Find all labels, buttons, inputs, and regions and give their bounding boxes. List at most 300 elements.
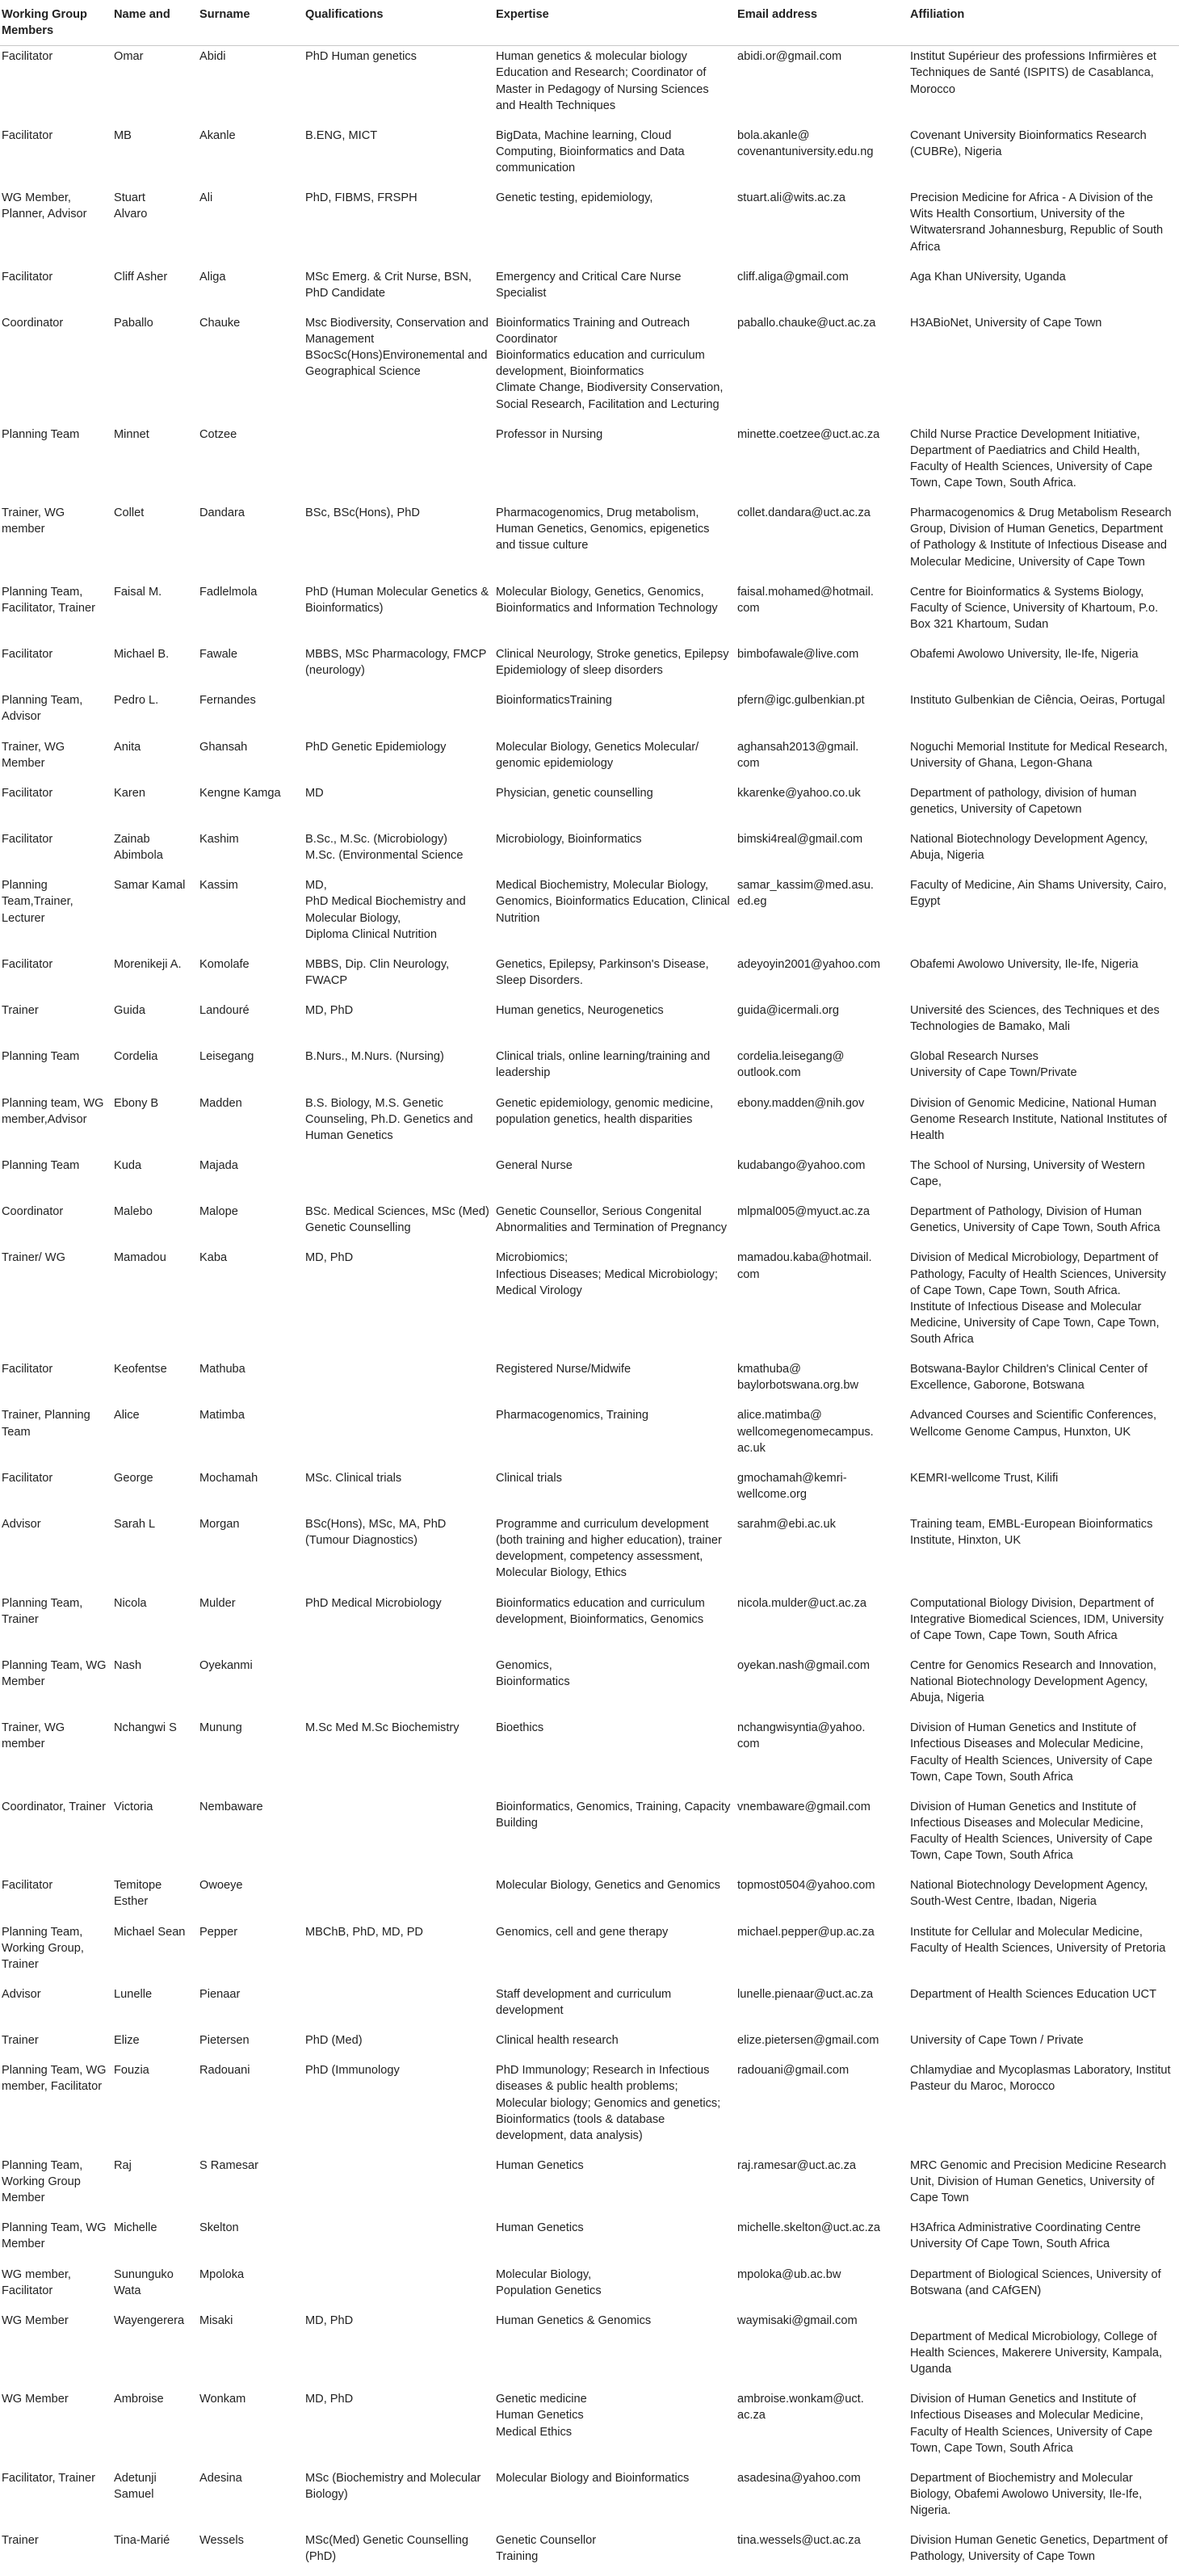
member-email-cell[interactable]: waymisaki@gmail.com xyxy=(737,2313,858,2327)
member-qualifications-cell xyxy=(304,424,494,503)
member-qualifications-cell xyxy=(304,2217,494,2263)
member-qualifications-cell: PhD Medical Microbiology xyxy=(305,1596,442,1610)
table-row xyxy=(0,1247,1179,1359)
member-name-cell: Cordelia xyxy=(114,1050,158,1064)
member-email-cell[interactable]: bimski4real@gmail.com xyxy=(737,833,863,846)
member-affiliation-cell: H3Africa Administrative Coordinating Centre University Of Cape Town, South Africa xyxy=(910,2221,1141,2251)
member-qualifications-cell xyxy=(304,690,494,736)
header-affiliation: Affiliation xyxy=(908,0,1179,46)
member-email-cell[interactable]: mlpmal005@myuct.ac.za xyxy=(737,1205,871,1219)
member-affiliation-cell: Aga Khan UNiversity, Uganda xyxy=(910,270,1066,284)
member-role-cell: Planning Team, Facilitator, Trainer xyxy=(2,585,95,615)
member-role-cell: Planning Team, Working Group, Trainer xyxy=(2,1925,84,1971)
member-name-cell: Faisal M. xyxy=(114,585,162,599)
member-surname-cell: Mathuba xyxy=(199,1363,245,1376)
table-row xyxy=(0,1093,1179,1155)
member-role-cell: Planning Team, Advisor xyxy=(2,694,83,724)
member-expertise-cell: Genetic medicine Human Genetics Medical Ethics xyxy=(496,2393,587,2439)
member-email-cell[interactable]: kudabango@yahoo.com xyxy=(737,1158,866,1172)
member-affiliation-cell: Obafemi Awolowo University, Ile-Ife, Nigeria xyxy=(910,648,1139,661)
member-expertise-cell: Genetic epidemiology, genomic medicine, population genetics, health disparities xyxy=(496,1096,714,1126)
member-expertise-cell: Molecular Biology, Genetics, Genomics, Bioinformatics and Information Technology xyxy=(496,585,718,615)
member-role-cell: Planning Team xyxy=(2,427,80,441)
member-qualifications-cell: BSc, BSc(Hons), PhD xyxy=(305,506,420,520)
member-name-cell: Temitope Esther xyxy=(114,1879,162,1909)
member-qualifications-cell: MSc(Med) Genetic Counselling (PhD) xyxy=(305,2534,468,2564)
header-row xyxy=(0,0,1179,46)
member-affiliation-cell: Pharmacogenomics & Drug Metabolism Research Group, Division of Human Genetics, Department of Pathology & Institute of Infectious Disease and Molecular Medicine, University of Cape Town xyxy=(910,506,1172,569)
table-row xyxy=(0,2060,1179,2155)
member-qualifications-cell xyxy=(304,2264,494,2310)
member-role-cell: Trainer, WG Member xyxy=(2,740,65,770)
table-row xyxy=(0,1201,1179,1247)
member-affiliation-cell: Centre for Bioinformatics & Systems Biology, Faculty of Science, University of Khartoum, P.o. Box 321 Khartoum, Sudan xyxy=(910,585,1159,631)
member-email-cell[interactable]: cordelia.leisegang@ outlook.com xyxy=(737,1050,845,1080)
member-name-cell: Morenikeji A. xyxy=(114,957,182,971)
member-surname-cell: Pietersen xyxy=(199,2034,250,2048)
member-role-cell: Planning Team xyxy=(2,1158,80,1172)
member-affiliation-cell: Division of Human Genetics and Institute of Infectious Diseases and Molecular Medicine, Faculty of Health Sciences, University of Cape Town, Cape Town, South Africa xyxy=(910,1721,1153,1784)
member-affiliation-cell: KEMRI-wellcome Trust, Kilifi xyxy=(910,1471,1059,1485)
member-role-cell: Facilitator, Trainer xyxy=(2,2471,95,2485)
member-surname-cell: Fadlelmola xyxy=(199,585,258,599)
member-expertise-cell: Pharmacogenomics, Drug metabolism, Human Genetics, Genomics, epigenetics and tissue culture xyxy=(496,506,710,553)
member-email-cell[interactable]: faisal.mohamed@hotmail. com xyxy=(737,585,874,615)
member-affiliation-cell: Computational Biology Division, Department of Integrative Biomedical Sciences, IDM, University of Cape Town, Cape Town, South Africa xyxy=(910,1596,1164,1642)
member-expertise-cell: Pharmacogenomics, Training xyxy=(496,1409,648,1422)
member-affiliation-cell: National Biotechnology Development Agency, Abuja, Nigeria xyxy=(910,833,1148,863)
member-expertise-cell: Physician, genetic counselling xyxy=(496,786,653,800)
table-row xyxy=(0,2155,1179,2217)
member-role-cell: WG Member xyxy=(2,2313,69,2327)
member-name-cell: Ebony B xyxy=(114,1096,159,1110)
member-email-cell[interactable]: cliff.aliga@gmail.com xyxy=(737,270,849,284)
member-surname-cell: Fawale xyxy=(199,648,238,661)
member-qualifications-cell xyxy=(304,1655,494,1717)
table-row xyxy=(0,125,1179,187)
member-name-cell: Michael Sean xyxy=(114,1925,186,1939)
member-email-cell[interactable]: bola.akanle@ covenantuniversity.edu.ng xyxy=(737,128,874,158)
member-name-cell: MB xyxy=(114,128,132,142)
member-email-cell[interactable]: nchangwisyntia@yahoo. com xyxy=(737,1721,866,1751)
table-body xyxy=(0,46,1179,2576)
member-qualifications-cell: PhD (Med) xyxy=(305,2034,363,2048)
member-qualifications-cell: MBBS, Dip. Clin Neurology, FWACP xyxy=(305,957,450,987)
table-header xyxy=(0,0,1179,46)
member-qualifications-cell xyxy=(304,1875,494,1921)
member-email-cell[interactable]: elize.pietersen@gmail.com xyxy=(737,2034,879,2048)
member-surname-cell: Skelton xyxy=(199,2221,239,2235)
member-surname-cell: Dandara xyxy=(199,506,245,520)
table-row xyxy=(0,1922,1179,1984)
table-row xyxy=(0,1405,1179,1467)
member-expertise-cell: General Nurse xyxy=(496,1158,573,1172)
member-expertise-cell: Genomics, cell and gene therapy xyxy=(496,1925,669,1939)
member-qualifications-cell: MBChB, PhD, MD, PD xyxy=(305,1925,423,1939)
member-role-cell: Facilitator xyxy=(2,1471,53,1485)
member-affiliation-cell: Noguchi Memorial Institute for Medical Research, University of Ghana, Legon-Ghana xyxy=(910,740,1168,770)
member-qualifications-cell: B.Sc., M.Sc. (Microbiology) M.Sc. (Environmental Science xyxy=(305,833,464,863)
member-role-cell: Trainer xyxy=(2,2034,39,2048)
table-row xyxy=(0,2217,1179,2263)
member-expertise-cell: Clinical health research xyxy=(496,2034,619,2048)
member-email-cell[interactable]: samar_kassim@med.asu. ed.eg xyxy=(737,879,874,909)
member-surname-cell: Morgan xyxy=(199,1518,240,1531)
member-qualifications-cell: PhD (Immunology xyxy=(305,2064,400,2078)
member-surname-cell: Komolafe xyxy=(199,957,250,971)
member-surname-cell: Cotzee xyxy=(199,427,237,441)
member-role-cell: Facilitator xyxy=(2,1363,53,1376)
member-surname-cell: S Ramesar xyxy=(199,2158,258,2172)
member-role-cell: Facilitator xyxy=(2,786,53,800)
member-role-cell: Advisor xyxy=(2,1518,41,1531)
table-row xyxy=(0,1717,1179,1796)
member-surname-cell: Misaki xyxy=(199,2313,233,2327)
member-qualifications-cell: MD, PhD xyxy=(305,1004,354,1017)
table-row xyxy=(0,2530,1179,2576)
member-name-cell: Mamadou xyxy=(114,1251,166,1265)
member-expertise-cell: Human genetics, Neurogenetics xyxy=(496,1004,664,1017)
member-qualifications-cell xyxy=(304,1796,494,1876)
table-row xyxy=(0,737,1179,783)
table-row xyxy=(0,829,1179,875)
member-name-cell: Fouzia xyxy=(114,2064,149,2078)
member-role-cell: Facilitator xyxy=(2,1879,53,1893)
member-affiliation-cell: Division of Medical Microbiology, Department of Pathology, Faculty of Health Sciences, University of Cape Town, Cape Town, South Africa. Institute of Infectious Disease and Molecular Medicine, University of Cape Town, Cape Town, South Africa xyxy=(910,1251,1166,1346)
member-affiliation-cell: Division of Human Genetics and Institute of Infectious Diseases and Molecular Medicine, Faculty of Health Sciences, University of Cape Town, Cape Town, South Africa xyxy=(910,1800,1153,1863)
member-expertise-cell: Genomics, Bioinformatics xyxy=(496,1658,570,1688)
member-role-cell: Planning Team, WG Member xyxy=(2,2221,107,2251)
member-expertise-cell: Professor in Nursing xyxy=(496,427,603,441)
member-qualifications-cell xyxy=(304,1359,494,1405)
member-qualifications-cell: B.S. Biology, M.S. Genetic Counseling, Ph.D. Genetics and Human Genetics xyxy=(305,1096,473,1142)
member-email-cell[interactable]: gmochamah@kemri- wellcome.org xyxy=(737,1471,847,1501)
table-row xyxy=(0,1468,1179,1514)
member-name-cell: Elize xyxy=(114,2034,140,2048)
member-expertise-cell: Bioinformatics, Genomics, Training, Capacity Building xyxy=(496,1800,731,1830)
member-qualifications-cell: BSc(Hons), MSc, MA, PhD (Tumour Diagnostics) xyxy=(305,1518,447,1548)
header-working-group-members: Working Group Members xyxy=(0,0,112,46)
member-affiliation-cell: Obafemi Awolowo University, Ile-Ife, Nigeria xyxy=(910,957,1139,971)
member-name-cell: Anita xyxy=(114,740,141,754)
member-qualifications-cell: MD, PhD xyxy=(305,2313,354,2327)
table-row xyxy=(0,1046,1179,1092)
member-email-cell[interactable]: radouani@gmail.com xyxy=(737,2064,850,2078)
member-surname-cell: Nembaware xyxy=(199,1800,263,1813)
header-name: Name and xyxy=(112,0,198,46)
member-qualifications-cell: MD, PhD xyxy=(305,2393,354,2406)
table-row xyxy=(0,1796,1179,1876)
member-name-cell: Nchangwi S xyxy=(114,1721,177,1735)
member-email-cell[interactable]: adeyoyin2001@yahoo.com xyxy=(737,957,881,971)
member-expertise-cell: Clinical Neurology, Stroke genetics, Epilepsy Epidemiology of sleep disorders xyxy=(496,648,729,678)
member-name-cell: Ambroise xyxy=(114,2393,164,2406)
member-affiliation-cell: Department of Biological Sciences, University of Botswana (and CAfGEN) xyxy=(910,2267,1161,2297)
member-affiliation-cell: University of Cape Town / Private xyxy=(910,2034,1084,2048)
member-name-cell: George xyxy=(114,1471,153,1485)
member-surname-cell: Malope xyxy=(199,1205,238,1219)
member-email-cell[interactable]: aghansah2013@gmail. com xyxy=(737,740,859,770)
member-affiliation-cell: Division of Genomic Medicine, National Human Genome Research Institute, National Institutes of Health xyxy=(910,1096,1167,1142)
member-name-cell: Paballo xyxy=(114,316,153,330)
member-qualifications-cell: B.ENG, MICT xyxy=(305,128,378,142)
member-qualifications-cell: MSc. Clinical trials xyxy=(305,1471,402,1485)
member-email-cell[interactable]: kkarenke@yahoo.co.uk xyxy=(737,786,861,800)
member-affiliation-cell: National Biotechnology Development Agency, South-West Centre, Ibadan, Nigeria xyxy=(910,1879,1148,1909)
member-surname-cell: Owoeye xyxy=(199,1879,243,1893)
member-surname-cell: Ali xyxy=(199,191,213,205)
member-affiliation-cell: Precision Medicine for Africa - A Division of the Wits Health Consortium, University of the Witwatersrand Johannesburg, Republic of South Africa xyxy=(910,191,1164,254)
member-affiliation-cell: Global Research Nurses University of Cape Town/Private xyxy=(910,1050,1077,1080)
member-role-cell: Trainer xyxy=(2,1004,39,1017)
member-affiliation-cell: Division Human Genetic Genetics, Department of Pathology, University of Cape Town xyxy=(910,2534,1168,2564)
member-name-cell: Victoria xyxy=(114,1800,153,1813)
table-row xyxy=(0,954,1179,1000)
member-role-cell: Planning team, WG member,Advisor xyxy=(2,1096,104,1126)
member-name-cell: Alice xyxy=(114,1409,140,1422)
member-surname-cell: Landouré xyxy=(199,1004,250,1017)
member-role-cell: Advisor xyxy=(2,1987,41,2001)
member-role-cell: Facilitator xyxy=(2,957,53,971)
member-role-cell: WG Member, Planner, Advisor xyxy=(2,191,87,221)
member-name-cell: Tina-Marié xyxy=(114,2534,170,2548)
header-email-address: Email address xyxy=(736,0,908,46)
member-affiliation-cell: Department of Biochemistry and Molecular Biology, Obafemi Awolowo University, Ile-Ife, Nigeria. xyxy=(910,2471,1143,2517)
member-affiliation-cell: Institute for Cellular and Molecular Medicine, Faculty of Health Sciences, University of Pretoria xyxy=(910,1925,1166,1955)
member-qualifications-cell: MSc (Biochemistry and Molecular Biology) xyxy=(305,2471,481,2501)
member-email-cell[interactable]: michael.pepper@up.ac.za xyxy=(737,1925,875,1939)
table-row xyxy=(0,2310,1179,2389)
member-surname-cell: Kengne Kamga xyxy=(199,786,281,800)
member-role-cell: Trainer, WG member xyxy=(2,506,65,536)
member-email-cell[interactable]: alice.matimba@ wellcomegenomecampus. ac.uk xyxy=(737,1409,874,1455)
member-email-cell[interactable]: mamadou.kaba@hotmail. com xyxy=(737,1251,872,1281)
member-qualifications-cell: B.Nurs., M.Nurs. (Nursing) xyxy=(305,1050,444,1064)
member-qualifications-cell xyxy=(304,2155,494,2217)
member-expertise-cell: PhD Immunology; Research in Infectious diseases & public health problems; Molecular biology; Genomics and genetics; Bioinformatics (tools & database development, data analysis) xyxy=(496,2064,721,2142)
member-expertise-cell: Microbiomics; Infectious Diseases; Medical Microbiology; Medical Virology xyxy=(496,1251,718,1297)
member-name-cell: Sununguko Wata xyxy=(114,2267,174,2297)
member-affiliation-cell: Department of Pathology, Division of Human Genetics, University of Cape Town, South Africa xyxy=(910,1205,1160,1235)
table-row xyxy=(0,2030,1179,2060)
member-email-cell[interactable]: ambroise.wonkam@uct. ac.za xyxy=(737,2393,864,2423)
member-email-cell[interactable]: paballo.chauke@uct.ac.za xyxy=(737,316,876,330)
member-qualifications-cell: MSc Emerg. & Crit Nurse, BSN, PhD Candidate xyxy=(305,270,472,300)
member-role-cell: Trainer xyxy=(2,2534,39,2548)
member-affiliation-cell: Department of Medical Microbiology, College of Health Sciences, Makerere University, Kampala, Uganda xyxy=(910,2330,1162,2376)
member-surname-cell: Kashim xyxy=(199,833,239,846)
member-name-cell: Pedro L. xyxy=(114,694,159,708)
member-qualifications-cell: MD, PhD xyxy=(305,1251,354,1265)
table-row xyxy=(0,1155,1179,1201)
member-name-cell: Raj xyxy=(114,2158,132,2172)
member-expertise-cell: Microbiology, Bioinformatics xyxy=(496,833,642,846)
member-role-cell: Trainer, Planning Team xyxy=(2,1409,90,1439)
member-name-cell: Nash xyxy=(114,1658,142,1672)
member-email-cell[interactable]: michelle.skelton@uct.ac.za xyxy=(737,2221,881,2235)
member-affiliation-cell: Centre for Genomics Research and Innovation, National Biotechnology Development Agency, Abuja, Nigeria xyxy=(910,1658,1157,1705)
member-surname-cell: Akanle xyxy=(199,128,236,142)
member-expertise-cell: Emergency and Critical Care Nurse Specialist xyxy=(496,270,682,300)
member-surname-cell: Mulder xyxy=(199,1596,236,1610)
member-email-cell[interactable]: asadesina@yahoo.com xyxy=(737,2471,861,2485)
table-row xyxy=(0,502,1179,582)
member-email-cell[interactable]: sarahm@ebi.ac.uk xyxy=(737,1518,836,1531)
member-email-cell[interactable]: raj.ramesar@uct.ac.za xyxy=(737,2158,857,2172)
member-affiliation-cell: Child Nurse Practice Development Initiative, Department of Paediatrics and Child Health, Faculty of Health Sciences, University of Cape Town, Cape Town, South Africa. xyxy=(910,427,1153,490)
table-row xyxy=(0,187,1179,267)
member-role-cell: Facilitator xyxy=(2,128,53,142)
member-expertise-cell: Genetic testing, epidemiology, xyxy=(496,191,653,205)
member-expertise-cell: Bioinformatics Training and Outreach Coordinator Bioinformatics education and curriculum development, Bioinformatics Climate Change, Biodiversity Conservation, Social Research, Facilitation and Lecturing xyxy=(496,316,724,411)
member-surname-cell: Kaba xyxy=(199,1251,228,1265)
member-qualifications-cell: MBBS, MSc Pharmacology, FMCP (neurology) xyxy=(305,648,487,678)
table-row xyxy=(0,424,1179,503)
member-role-cell: Facilitator xyxy=(2,648,53,661)
member-affiliation-cell: MRC Genomic and Precision Medicine Research Unit, Division of Human Genetics, University of Cape Town xyxy=(910,2158,1167,2205)
member-email-cell[interactable]: guida@icermali.org xyxy=(737,1004,839,1017)
header-expertise: Expertise xyxy=(494,0,736,46)
member-role-cell: Trainer/ WG xyxy=(2,1251,65,1265)
member-email-cell[interactable]: mpoloka@ub.ac.bw xyxy=(737,2267,841,2281)
member-email-cell[interactable]: nicola.mulder@uct.ac.za xyxy=(737,1596,867,1610)
member-name-cell: Kuda xyxy=(114,1158,142,1172)
member-email-cell[interactable]: kmathuba@ baylorbotswana.org.bw xyxy=(737,1363,859,1393)
member-expertise-cell: Bioinformatics education and curriculum development, Bioinformatics, Genomics xyxy=(496,1596,705,1626)
member-surname-cell: Chauke xyxy=(199,316,241,330)
member-qualifications-cell xyxy=(304,1155,494,1201)
member-expertise-cell: Molecular Biology and Bioinformatics xyxy=(496,2471,690,2485)
member-email-cell[interactable]: bimbofawale@live.com xyxy=(737,648,859,661)
member-expertise-cell: BigData, Machine learning, Cloud Computing, Bioinformatics and Data communication xyxy=(496,128,685,174)
member-qualifications-cell xyxy=(304,1405,494,1467)
member-qualifications-cell: M.Sc Med M.Sc Biochemistry xyxy=(305,1721,459,1735)
member-expertise-cell: Molecular Biology, Population Genetics xyxy=(496,2267,602,2297)
member-email-cell[interactable]: tina.wessels@uct.ac.za xyxy=(737,2534,861,2548)
member-email-cell[interactable]: vnembaware@gmail.com xyxy=(737,1800,871,1813)
table-row xyxy=(0,875,1179,954)
member-role-cell: Facilitator xyxy=(2,833,53,846)
table-row xyxy=(0,313,1179,424)
member-surname-cell: Aliga xyxy=(199,270,226,284)
member-qualifications-cell: PhD Genetic Epidemiology xyxy=(305,740,447,754)
member-affiliation-cell: Covenant University Bioinformatics Research (CUBRe), Nigeria xyxy=(910,128,1147,158)
member-email-cell[interactable]: stuart.ali@wits.ac.za xyxy=(737,191,846,205)
member-qualifications-cell: Msc Biodiversity, Conservation and Management BSocSc(Hons)Environemental and Geographical Science xyxy=(305,316,489,379)
member-surname-cell: Matimba xyxy=(199,1409,245,1422)
member-expertise-cell: Genetic Counsellor, Serious Congenital Abnormalities and Termination of Pregnancy xyxy=(496,1205,728,1235)
member-expertise-cell: Registered Nurse/Midwife xyxy=(496,1363,631,1376)
member-expertise-cell: Molecular Biology, Genetics and Genomics xyxy=(496,1879,720,1893)
member-qualifications-cell: MD, PhD Medical Biochemistry and Molecular Biology, Diploma Clinical Nutrition xyxy=(305,879,466,941)
member-qualifications-cell: PhD (Human Molecular Genetics & Bioinformatics) xyxy=(305,585,489,615)
member-surname-cell: Ghansah xyxy=(199,740,248,754)
table-row xyxy=(0,690,1179,736)
member-role-cell: Planning Team xyxy=(2,1050,80,1064)
table-row xyxy=(0,2468,1179,2530)
member-name-cell: Lunelle xyxy=(114,1987,153,2001)
member-name-cell: Stuart Alvaro xyxy=(114,191,148,221)
member-expertise-cell: Clinical trials, online learning/training and leadership xyxy=(496,1050,711,1080)
member-qualifications-cell xyxy=(304,1984,494,2030)
table-row xyxy=(0,1000,1179,1046)
member-role-cell: Planning Team, Working Group Member xyxy=(2,2158,83,2205)
member-role-cell: Planning Team, Trainer xyxy=(2,1596,83,1626)
member-surname-cell: Leisegang xyxy=(199,1050,254,1064)
member-role-cell: Facilitator xyxy=(2,270,53,284)
member-affiliation-cell: Université des Sciences, des Techniques et des Technologies de Bamako, Mali xyxy=(910,1004,1160,1034)
table-row xyxy=(0,1875,1179,1921)
member-affiliation-cell: H3ABioNet, University of Cape Town xyxy=(910,316,1102,330)
member-email-cell[interactable]: ebony.madden@nih.gov xyxy=(737,1096,865,1110)
member-name-cell: Minnet xyxy=(114,427,149,441)
member-surname-cell: Pepper xyxy=(199,1925,238,1939)
member-qualifications-cell: PhD Human genetics xyxy=(305,50,417,64)
member-surname-cell: Oyekanmi xyxy=(199,1658,253,1672)
member-surname-cell: Madden xyxy=(199,1096,242,1110)
member-affiliation-cell: Institut Supérieur des professions Infirmières et Techniques de Santé (ISPITS) de Casablanca, Morocco xyxy=(910,50,1156,96)
member-qualifications-cell: PhD, FIBMS, FRSPH xyxy=(305,191,417,205)
member-surname-cell: Abidi xyxy=(199,50,226,64)
member-role-cell: Coordinator, Trainer xyxy=(2,1800,106,1813)
member-name-cell: Zainab Abimbola xyxy=(114,833,163,863)
header-surname: Surname xyxy=(198,0,304,46)
member-affiliation-cell: Division of Human Genetics and Institute of Infectious Diseases and Molecular Medicine, Faculty of Health Sciences, University of Cape Town, Cape Town, South Africa xyxy=(910,2393,1153,2455)
table-row xyxy=(0,2264,1179,2310)
member-affiliation-cell: Faculty of Medicine, Ain Shams University, Cairo, Egypt xyxy=(910,879,1167,909)
member-affiliation-cell: The School of Nursing, University of Western Cape, xyxy=(910,1158,1145,1188)
member-name-cell: Omar xyxy=(114,50,144,64)
member-email-cell[interactable]: pfern@igc.gulbenkian.pt xyxy=(737,694,865,708)
member-name-cell: Karen xyxy=(114,786,145,800)
member-expertise-cell: Human Genetics & Genomics xyxy=(496,2313,652,2327)
member-surname-cell: Radouani xyxy=(199,2064,250,2078)
member-role-cell: Planning Team,Trainer, Lecturer xyxy=(2,879,73,925)
member-email-cell[interactable]: oyekan.nash@gmail.com xyxy=(737,1658,871,1672)
member-affiliation-cell: Training team, EMBL-European Bioinformatics Institute, Hinxton, UK xyxy=(910,1518,1153,1548)
member-surname-cell: Adesina xyxy=(199,2471,242,2485)
member-surname-cell: Munung xyxy=(199,1721,242,1735)
member-email-cell[interactable]: abidi.or@gmail.com xyxy=(737,50,842,64)
member-name-cell: Michael B. xyxy=(114,648,170,661)
member-name-cell: Nicola xyxy=(114,1596,147,1610)
table-row xyxy=(0,267,1179,313)
member-email-cell[interactable]: collet.dandara@uct.ac.za xyxy=(737,506,871,520)
member-role-cell: Facilitator xyxy=(2,50,53,64)
member-role-cell: Coordinator xyxy=(2,316,64,330)
member-name-cell: Collet xyxy=(114,506,145,520)
member-email-cell[interactable]: topmost0504@yahoo.com xyxy=(737,1879,875,1893)
member-name-cell: Keofentse xyxy=(114,1363,167,1376)
table-row xyxy=(0,1359,1179,1405)
member-expertise-cell: Genetic Counsellor Training xyxy=(496,2534,597,2564)
member-surname-cell: Fernandes xyxy=(199,694,256,708)
member-role-cell: WG member, Facilitator xyxy=(2,2267,71,2297)
table-row xyxy=(0,582,1179,644)
member-role-cell: Planning Team, WG Member xyxy=(2,1658,107,1688)
member-email-cell[interactable]: minette.coetzee@uct.ac.za xyxy=(737,427,880,441)
table-row xyxy=(0,46,1179,125)
member-email-cell[interactable]: lunelle.pienaar@uct.ac.za xyxy=(737,1987,874,2001)
member-affiliation-cell: Instituto Gulbenkian de Ciência, Oeiras, Portugal xyxy=(910,694,1165,708)
member-name-cell: Sarah L xyxy=(114,1518,156,1531)
member-role-cell: Planning Team, WG member, Facilitator xyxy=(2,2064,107,2094)
member-role-cell: WG Member xyxy=(2,2393,69,2406)
member-expertise-cell: Staff development and curriculum development xyxy=(496,1987,672,2017)
table-row xyxy=(0,644,1179,690)
member-role-cell: Coordinator xyxy=(2,1205,64,1219)
member-expertise-cell: Clinical trials xyxy=(496,1471,562,1485)
